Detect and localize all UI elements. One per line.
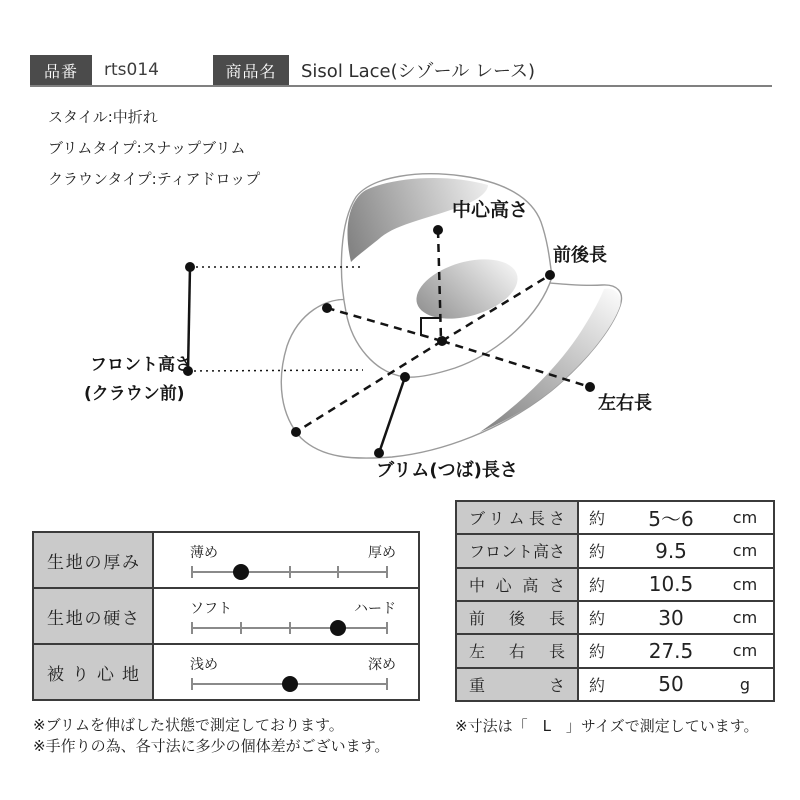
measure-value: 9.5 bbox=[655, 538, 687, 563]
spec-crown-type: クラウンタイプ:ティアドロップ bbox=[48, 170, 261, 188]
center-height-label: 中心高さ bbox=[451, 199, 529, 221]
scale-row-label bbox=[34, 589, 154, 643]
measure-label bbox=[457, 602, 579, 633]
measure-point bbox=[322, 303, 332, 313]
approx-label: 約 bbox=[589, 675, 606, 695]
scale-tick bbox=[337, 566, 339, 578]
product-name-label-box bbox=[213, 55, 289, 85]
scale-cell bbox=[154, 645, 418, 699]
spec-style: スタイル:中折れ bbox=[48, 108, 158, 126]
measure-point bbox=[291, 427, 301, 437]
measure-label-text: ブリム長さ bbox=[469, 509, 565, 529]
measure-value: 30 bbox=[658, 605, 684, 630]
measure-unit: cm bbox=[732, 574, 758, 594]
table-row bbox=[457, 502, 773, 533]
scale-min-label: ソフト bbox=[190, 601, 232, 617]
table-row bbox=[34, 587, 418, 643]
measure-value-cell bbox=[579, 502, 773, 533]
fabric-scale-table bbox=[32, 531, 420, 701]
scale-row-label bbox=[34, 533, 154, 587]
measure-value: 10.5 bbox=[648, 572, 694, 597]
hat-measurement-diagram bbox=[60, 160, 660, 505]
measure-unit: g bbox=[739, 674, 751, 694]
measure-point bbox=[433, 225, 443, 235]
scale-max-label: 深め bbox=[368, 657, 396, 673]
front-back-length-label: 前後長 bbox=[553, 245, 607, 266]
item-number-value: rts014 bbox=[104, 60, 159, 80]
scale-row-label-text: 被り心地 bbox=[47, 664, 139, 685]
measure-value: 50 bbox=[658, 672, 684, 697]
measurement-table bbox=[455, 500, 775, 702]
product-name-value: Sisol Lace(シゾール レース) bbox=[301, 61, 536, 82]
scale-cell bbox=[154, 589, 418, 643]
scale-track bbox=[192, 571, 387, 573]
measure-label bbox=[457, 635, 579, 666]
scale-tick bbox=[386, 622, 388, 634]
scale-min-label: 薄め bbox=[190, 545, 218, 561]
measure-value: 27.5 bbox=[648, 638, 694, 663]
scale-row-label-text: 生地の厚み bbox=[47, 552, 139, 573]
measure-value-cell bbox=[579, 602, 773, 633]
measure-label-text: 前後長 bbox=[469, 609, 565, 629]
measure-value-cell bbox=[579, 635, 773, 666]
measure-label-text: フロント高さ bbox=[469, 542, 566, 562]
front-height-label-line1: フロント高さ bbox=[90, 355, 192, 375]
approx-label: 約 bbox=[589, 609, 606, 629]
measure-label bbox=[457, 535, 579, 566]
scale-track bbox=[192, 683, 387, 685]
scale-tick bbox=[386, 566, 388, 578]
measure-point bbox=[437, 336, 447, 346]
measure-unit: cm bbox=[732, 641, 758, 661]
measure-value-cell bbox=[579, 669, 773, 700]
scale-value-dot bbox=[282, 676, 298, 692]
scale-max-label: 厚め bbox=[368, 545, 396, 561]
measure-point bbox=[585, 382, 595, 392]
approx-label: 約 bbox=[589, 642, 606, 662]
table-row bbox=[34, 643, 418, 699]
scale-track bbox=[192, 627, 387, 629]
item-number-label-box bbox=[30, 55, 92, 85]
scale-value-dot bbox=[233, 564, 249, 580]
note-handmade: ※手作りの為、各寸法に多少の個体差がございます。 bbox=[33, 737, 390, 755]
left-right-length-label: 左右長 bbox=[598, 393, 652, 414]
measure-point bbox=[185, 262, 195, 272]
measure-unit: cm bbox=[732, 508, 758, 528]
measure-label bbox=[457, 502, 579, 533]
scale-tick bbox=[289, 566, 291, 578]
measure-label bbox=[457, 669, 579, 700]
approx-label: 約 bbox=[589, 542, 606, 562]
notes-left bbox=[33, 715, 389, 757]
scale-min-label: 浅め bbox=[190, 657, 218, 673]
approx-label: 約 bbox=[589, 575, 606, 595]
measure-value-cell bbox=[579, 569, 773, 600]
measure-label-text: 重さ bbox=[469, 675, 565, 695]
scale-tick bbox=[191, 566, 193, 578]
scale-tick bbox=[386, 678, 388, 690]
measure-unit: cm bbox=[732, 541, 758, 561]
scale-tick bbox=[240, 622, 242, 634]
scale-max-label: ハード bbox=[354, 601, 396, 617]
table-row bbox=[457, 667, 773, 700]
scale-tick bbox=[191, 678, 193, 690]
measure-value: 5〜6 bbox=[648, 507, 694, 532]
table-row bbox=[457, 633, 773, 666]
measure-point bbox=[400, 372, 410, 382]
table-row bbox=[457, 533, 773, 566]
scale-tick bbox=[289, 622, 291, 634]
spec-brim-type: ブリムタイプ:スナップブリム bbox=[48, 139, 246, 157]
scale-row-label bbox=[34, 645, 154, 699]
measure-label bbox=[457, 569, 579, 600]
scale-tick bbox=[191, 622, 193, 634]
measure-value-cell bbox=[579, 535, 773, 566]
scale-row-label-text: 生地の硬さ bbox=[47, 608, 139, 629]
table-row bbox=[457, 600, 773, 633]
measure-unit: cm bbox=[732, 608, 758, 628]
measure-point bbox=[545, 270, 555, 280]
front-height-label-line2: (クラウン前) bbox=[84, 384, 185, 404]
measure-label-text: 中心高さ bbox=[469, 575, 565, 595]
measure-label-text: 左右長 bbox=[469, 642, 565, 662]
brim-length-label: ブリム(つば)長さ bbox=[376, 460, 518, 481]
table-row bbox=[34, 533, 418, 587]
approx-label: 約 bbox=[589, 509, 606, 529]
scale-cell bbox=[154, 533, 418, 587]
measure-point bbox=[374, 448, 384, 458]
header bbox=[30, 55, 772, 87]
table-row bbox=[457, 567, 773, 600]
product-name-label: 商品名 bbox=[225, 61, 277, 81]
note-size: ※寸法は「 L 」サイズで測定しています。 bbox=[455, 717, 759, 735]
scale-value-dot bbox=[330, 620, 346, 636]
item-number-label: 品番 bbox=[43, 61, 78, 81]
note-brim: ※ブリムを伸ばした状態で測定しております。 bbox=[33, 716, 344, 734]
